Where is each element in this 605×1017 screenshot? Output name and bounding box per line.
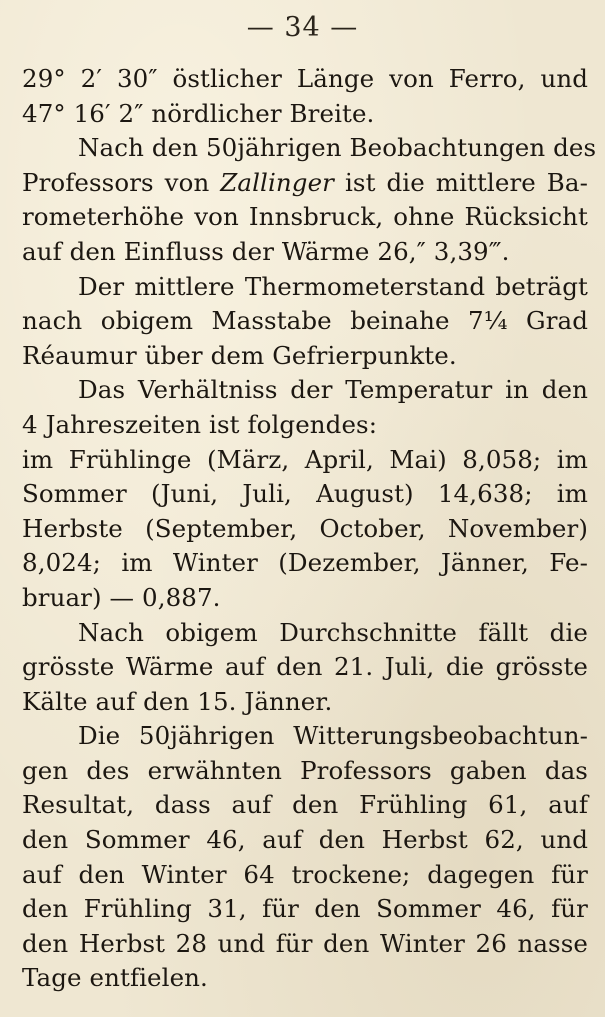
text-segment: ist die mittlere Ba- [334, 167, 588, 197]
text-line: Resultat, dass auf den Frühling 61, auf [22, 790, 588, 820]
text-line: Herbste (September, October, November) [22, 513, 588, 543]
text-line: Sommer (Juni, Juli, August) 14,638; im [22, 479, 588, 509]
text-line: Nach den 50jährigen Beobachtungen des [78, 133, 597, 163]
text-line: 4 Jahreszeiten ist folgendes: [22, 409, 378, 439]
text-line: 47° 16′ 2″ nördlicher Breite. [22, 98, 375, 128]
text-line [22, 166, 588, 201]
person-name: Zallinger [220, 167, 334, 197]
text-line: nach obigem Masstabe beinahe 7¼ Grad [22, 306, 588, 336]
text-line: gen des erwähnten Professors gaben das [22, 755, 588, 785]
text-line: auf den Einfluss der Wärme 26,″ 3,39‴. [22, 236, 510, 266]
text-line: auf den Winter 64 trockene; dagegen für [22, 859, 588, 889]
text-line: Réaumur über dem Gefrierpunkte. [22, 340, 457, 370]
text-line: den Herbst 28 und für den Winter 26 nasse [22, 928, 588, 958]
text-line: Tage entfielen. [22, 963, 208, 993]
text-line: Kälte auf den 15. Jänner. [22, 686, 333, 716]
page-number: — 34 — [246, 12, 359, 43]
text-line: Das Verhältniss der Temperatur in den [78, 375, 588, 405]
text-line: den Frühling 31, für den Sommer 46, für [22, 894, 588, 924]
body-text [22, 62, 597, 996]
text-line: Der mittlere Thermometerstand beträgt [78, 271, 588, 301]
text-line: Nach obigem Durchschnitte fällt die [78, 617, 588, 647]
text-line: Die 50jährigen Witterungsbeobachtun- [78, 721, 588, 751]
text-line: 29° 2′ 30″ östlicher Länge von Ferro, und [22, 64, 588, 93]
text-segment: Professors von [22, 167, 221, 197]
text-line: grösste Wärme auf den 21. Juli, die grösste [22, 652, 588, 682]
text-line: im Frühlinge (März, April, Mai) 8,058; im [22, 444, 588, 474]
text-line: bruar) — 0,887. [22, 582, 221, 612]
text-line: 8,024; im Winter (Dezember, Jänner, Fe- [22, 548, 588, 578]
text-line: rometerhöhe von Innsbruck, ohne Rücksicht [22, 202, 588, 232]
text-line: den Sommer 46, auf den Herbst 62, und [22, 825, 588, 855]
